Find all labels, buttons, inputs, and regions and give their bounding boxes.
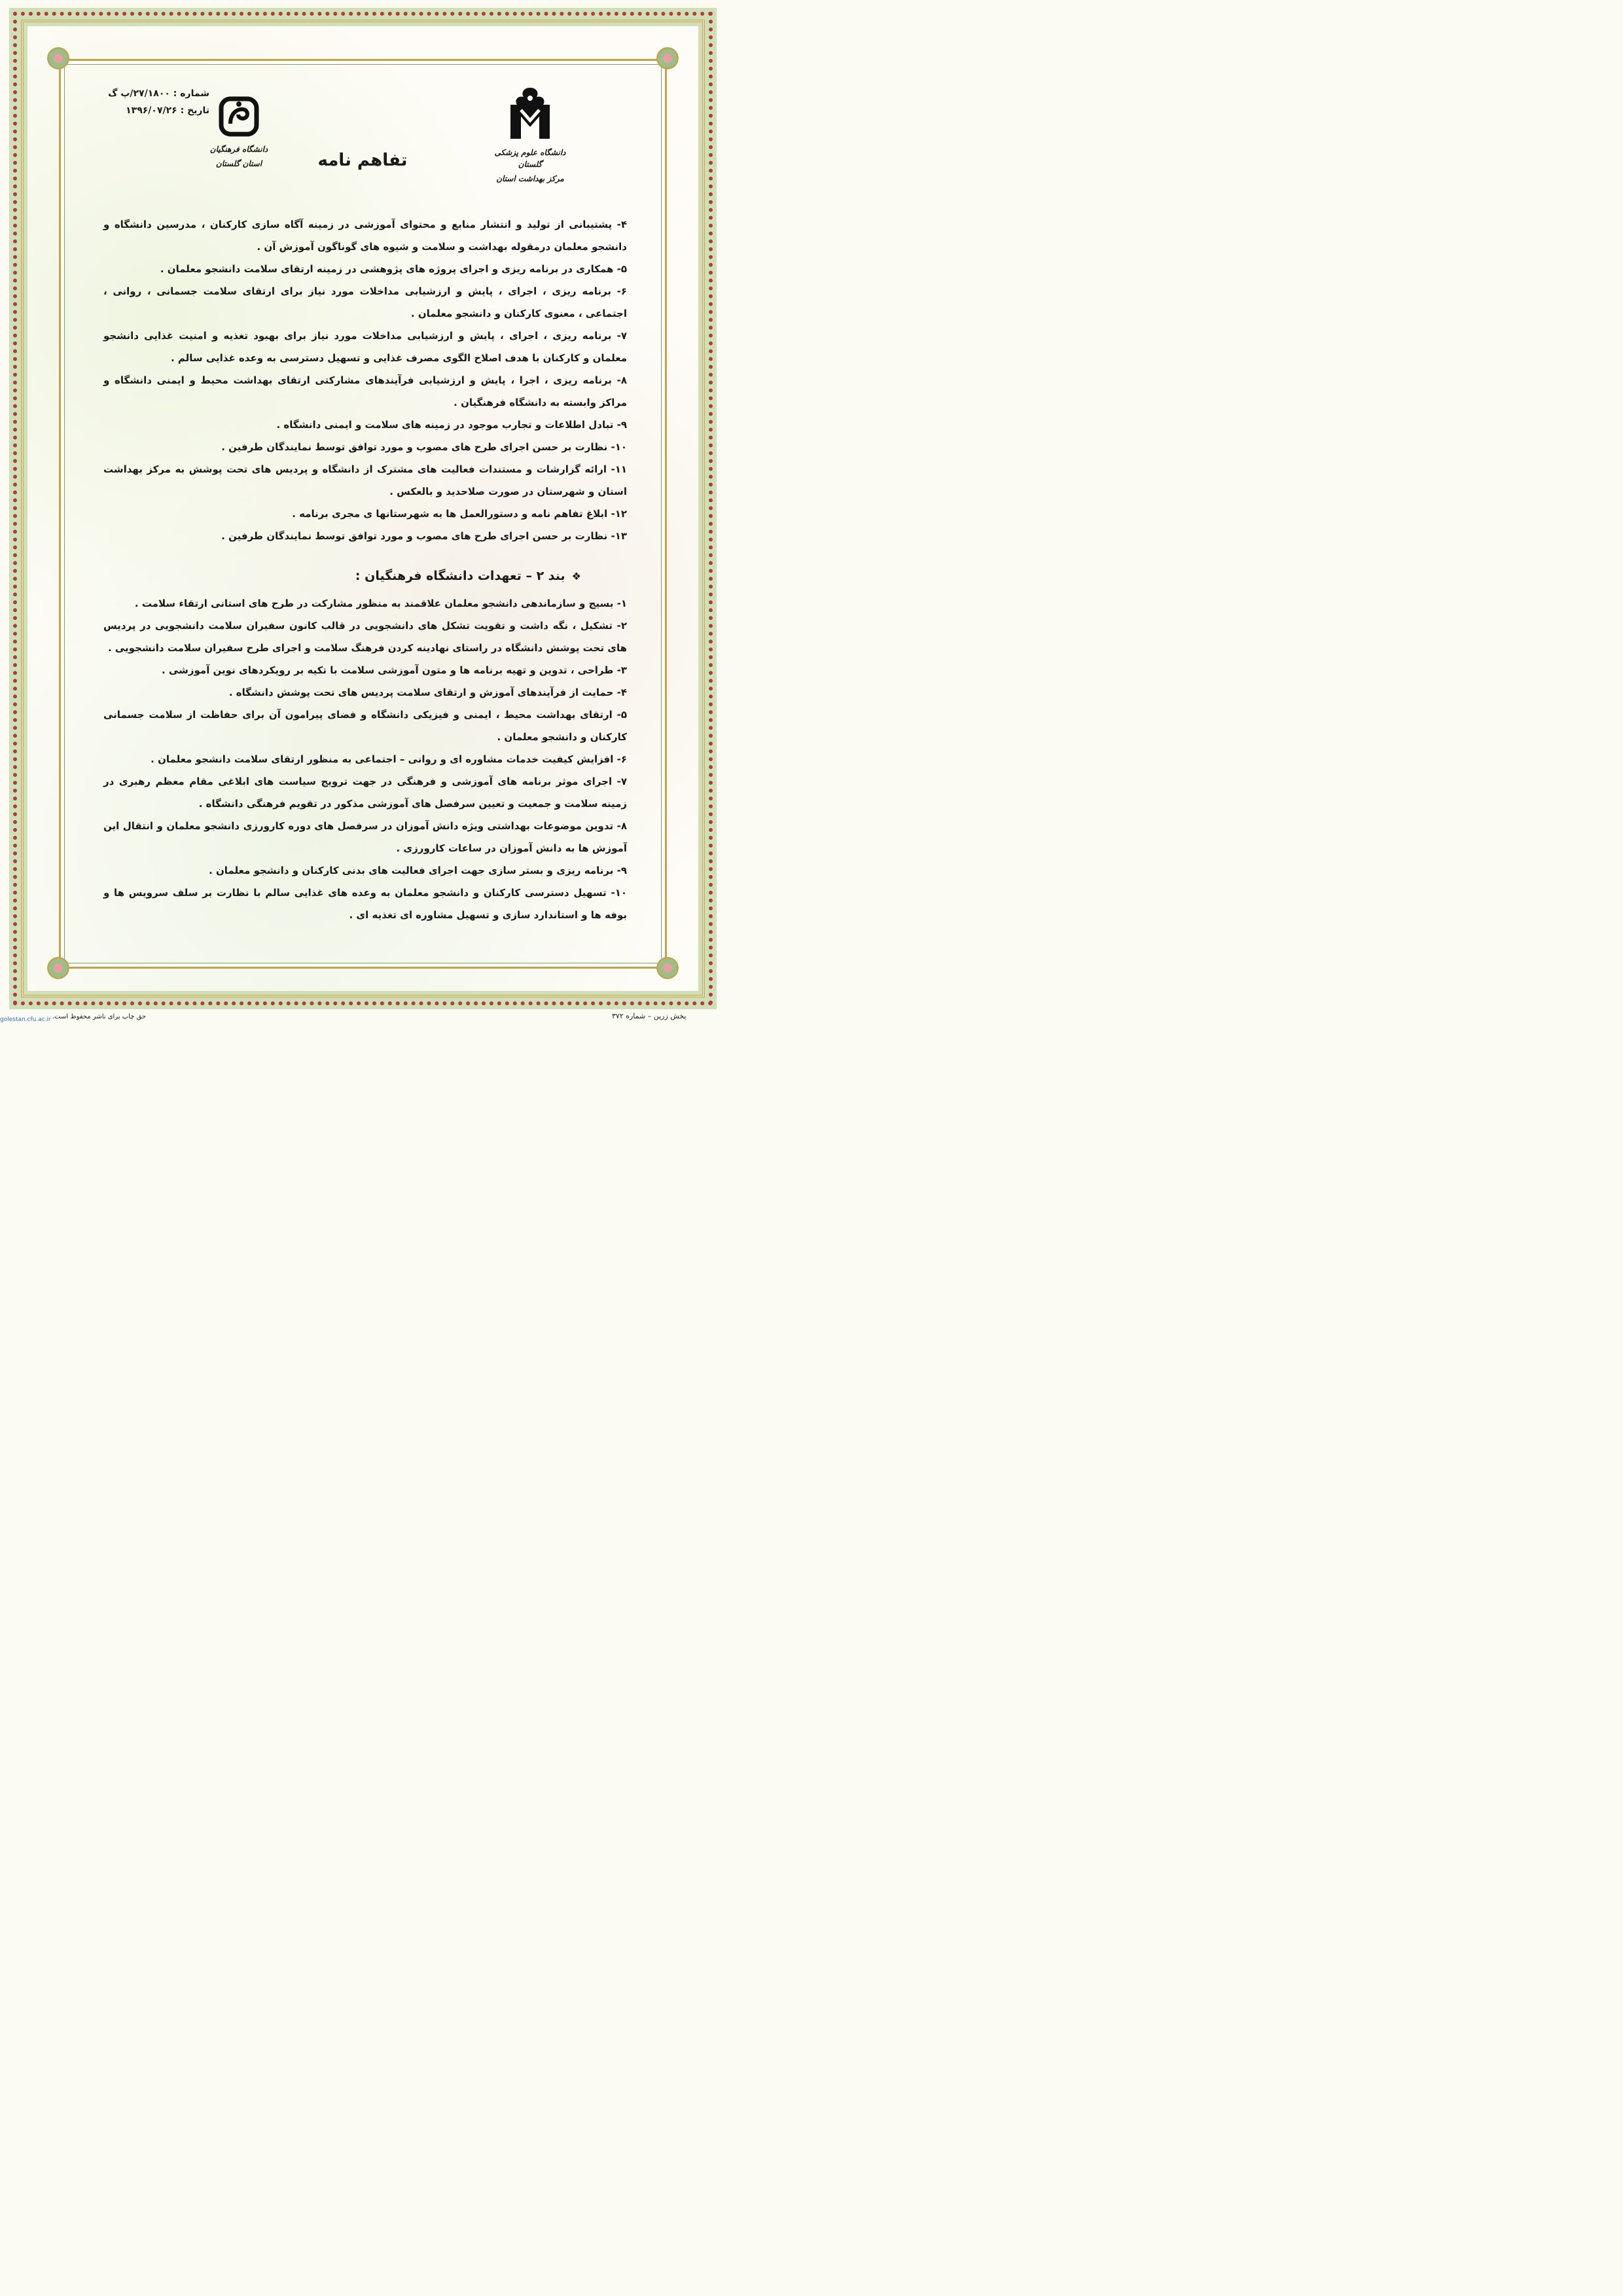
clause-item: ۶- برنامه ریزی ، اجرای ، پایش و ارزشیابی مداخلات مورد نیاز برای ارتقای سلامت جسمانی ، روانی ، اجتماعی ، معنوی کارکنان و دانشجو معلمان . [103,285,627,319]
diamond-bullet-icon: ❖ [571,570,581,583]
farhangian-emblem-icon [217,95,260,138]
right-logo-caption-1: دانشگاه علوم پزشکی گلستان [494,148,566,169]
clause-item: ۷- اجرای موثر برنامه های آموزشی و فرهنگی در جهت ترویج سیاست های ابلاغی مقام معظم رهبری در زمینه سلامت و جمعیت و تعیین سرفصل های آموزشی مذکور در تقویم فرهنگی دانشگاه . [103,776,627,810]
clause-item: ۹- برنامه ریزی و بستر سازی جهت اجرای فعالیت های بدنی کارکنان و دانشجو معلمان . [209,865,627,876]
clause-item: ۱۲- ابلاغ تفاهم نامه و دستورالعمل ها به شهرستانها ی مجری برنامه . [292,508,627,520]
letter-date: تاریخ : ۱۳۹۶/۰۷/۲۶ [126,105,209,116]
left-logo-caption-1: دانشگاه فرهنگیان [209,145,268,154]
clause-item: ۵- ارتقای بهداشت محیط ، ایمنی و فیزیکی دانشگاه و فضای پیرامون آن برای حفاظت از سلامت جسمانی کارکنان و دانشجو معلمان . [103,709,627,743]
clause-item: ۱۱- ارائه گزارشات و مستندات فعالیت های مشترک از دانشگاه و پردیس های تحت پوشش به مرکز بهداشت استان و شهرستان در صورت صلاحدید و بالعکس . [103,463,627,497]
corner-ornament-icon [47,47,69,69]
clause-item: ۱- بسیج و سازماندهی دانشجو معلمان علاقمند به منظور مشارکت در طرح های استانی ارتقاء سلامت . [134,598,627,609]
golestan-medical-university-logo [484,85,576,185]
clause-item: ۲- تشکیل ، نگه داشت و تقویت تشکل های دانشجویی در قالب کانون سفیران سلامت دانشجویی در پردیس های تحت پوشش دانشگاه در راستای نهادینه کردن فرهنگ سلامت و اجرای طرح سفیران سلامت دانشجویی . [103,620,627,654]
clause-item: ۵- همکاری در برنامه ریزی و اجرای پروژه های پژوهشی در زمینه ارتقای سلامت دانشجو معلمان . [160,263,627,275]
clause-item: ۸- برنامه ریزی ، اجرا ، پایش و ارزشیابی فرآیندهای مشارکتی ارتقای بهداشت محیط و ایمنی دانشگاه و مراکز وابسته به دانشگاه فرهنگیان . [103,374,627,408]
clause-item: ۸- تدوین موضوعات بهداشتی ویژه دانش آموزان در سرفصل های دوره کارورزی دانشجو معلمان و انتقال این آموزش ها به دانش آموزان در ساعات کارورزی . [103,820,627,854]
clause-item: ۱۰- نظارت بر حسن اجرای طرح های مصوب و مورد توافق توسط نمایندگان طرفین . [221,441,627,453]
section-2-title: بند ۲ – تعهدات دانشگاه فرهنگیان : [355,569,565,583]
copyright-note: حق چاپ برای ناشر محفوظ است. [52,1013,147,1020]
farhangian-university-logo [203,95,275,170]
clause-item: ۴- پشتیبانی از تولید و انتشار منابع و محتوای آموزشی در زمینه آگاه سازی کارکنان ، مدرسین دانشگاه و دانشجو معلمان درمقوله بهداشت و سلامت و شیوه های گوناگون آموزش آن . [103,219,627,253]
clause-item: ۷- برنامه ریزی ، اجرای ، پایش و ارزشیابی مداخلات مورد نیاز برای بهبود تغذیه و امنیت غذایی دانشجو معلمان و کارکنان با هدف اصلاح الگوی مصرف غذایی و تسهیل دسترسی به وعده غذایی سالم . [103,330,627,364]
publisher-note: پخش زرین – شماره ۳۷۲ [612,1012,687,1020]
clause-item: ۱۰- تسهیل دسترسی کارکنان و دانشجو معلمان به وعده های غذایی سالم با نظارت بر سلف سرویس ها و بوفه ها و استاندارد سازی و تسهیل مشاوره ای تغذیه ای . [103,887,627,921]
right-logo-caption-2: مرکز بهداشت استان [496,174,564,183]
letter-meta [79,85,209,119]
corner-ornament-icon [656,957,679,979]
clause-item: ۱۳- نظارت بر حسن اجرای طرح های مصوب و مورد توافق توسط نمایندگان طرفین . [221,530,627,542]
section-2-heading [103,564,581,588]
site-watermark: golestan.cfu.ac.ir [0,1016,51,1023]
clause-item: ۹- تبادل اطلاعات و تجارب موجود در زمینه های سلامت و ایمنی دانشگاه . [276,419,627,431]
document-title: تفاهم نامه [317,151,408,170]
left-logo-caption-2: استان گلستان [215,159,262,168]
corner-ornament-icon [47,957,69,979]
corner-ornament-icon [656,47,679,69]
clause-item: ۴- حمایت از فرآیندهای آموزش و ارتقای سلامت پردیس های تحت پوشش دانشگاه . [228,687,627,698]
letter-number: شماره : ۲۷/۱۸۰۰/پ گ [108,88,209,99]
clause-item: ۶- افزایش کیفیت خدمات مشاوره ای و روانی – اجتماعی به منظور ارتقای سلامت دانشجو معلمان . [151,753,627,765]
clause-item: ۳- طراحی ، تدوین و تهیه برنامه ها و متون آموزشی سلامت با تکیه بر رویکردهای نوین آموزشی . [162,664,627,676]
document-body [103,213,627,926]
medical-university-emblem-icon [504,85,556,141]
